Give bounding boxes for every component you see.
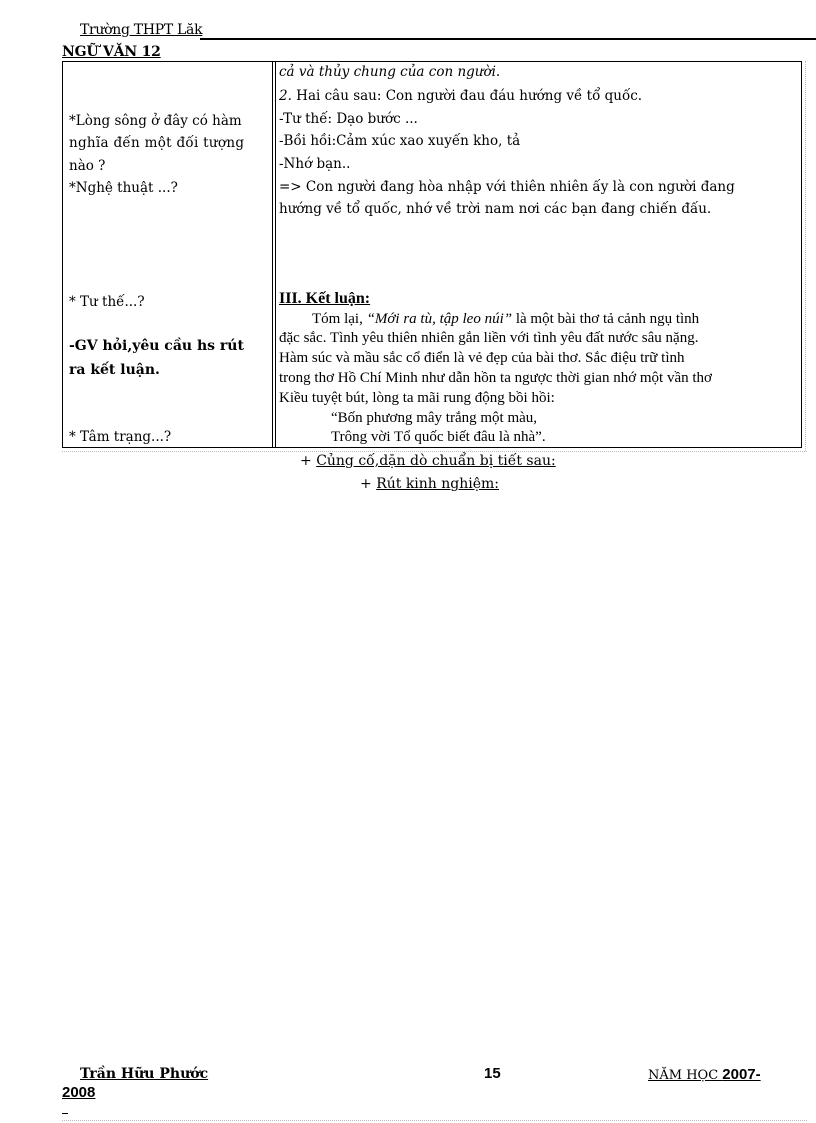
question-river-line3: nào ? (69, 158, 106, 174)
poem-title: “Mới ra tù, tập leo núi” (366, 311, 513, 327)
question-posture: * Tư thế...? (69, 294, 145, 310)
experience-bullet: + (360, 476, 377, 492)
poem-quote-line2: Trông vời Tổ quốc biết đâu là nhà”. (331, 429, 546, 445)
review-bullet: + (300, 453, 317, 469)
poem-quote-line1: “Bốn phương mây trắng một màu, (331, 410, 538, 426)
question-art: *Nghệ thuật ...? (69, 180, 178, 196)
conclusion-para-line1 (312, 310, 699, 329)
school-name: Trường THPT Lăk (80, 22, 203, 38)
conclusion-suffix: là một bài thơ tả cảnh ngụ tình (512, 311, 700, 327)
column-divider (272, 61, 273, 448)
subject-title: NGỮ VĂN 12 (62, 44, 161, 60)
year-label: NĂM HỌC (648, 1068, 723, 1083)
column-divider-inner (275, 61, 276, 448)
footer-dotted-rule (62, 1120, 807, 1121)
review-text: Củng cố,dặn dò chuẩn bị tiết sau: (316, 453, 556, 469)
review-item (300, 453, 556, 469)
answer-posture: -Tư thế: Dạo bước ... (279, 111, 418, 127)
answer-friends: -Nhớ bạn.. (279, 156, 351, 172)
conclusion-para-line3: Hàm súc và mầu sắc cổ điển là vẻ đẹp của bài thơ. Sắc điệu trữ tình (279, 350, 685, 366)
question-river-line2: nghĩa đến một đối tượng (69, 135, 245, 151)
author-name: Trần Hữu Phước (80, 1066, 209, 1082)
teacher-instruction-line2: ra kết luận. (69, 362, 160, 378)
experience-text: Rút kinh nghiệm: (376, 476, 500, 492)
experience-item (360, 476, 499, 492)
footer-tick (62, 1113, 68, 1114)
answer-line2-text: Hai câu sau: Con người đau đáu hướng về tổ quốc. (291, 88, 643, 104)
answer-number: 2. (279, 88, 292, 104)
year-start: 2007- (722, 1066, 761, 1083)
conclusion-para-line2: đặc sắc. Tình yêu thiên nhiên gắn liền với tình yêu đất nước sâu nặng. (279, 330, 699, 346)
answer-emotion: -Bồi hồi:Cảm xúc xao xuyến kho, tả (279, 133, 521, 149)
answer-line1: cả và thủy chung của con người. (279, 64, 501, 80)
answer-summary-line2: hướng về tổ quốc, nhớ về trời nam nơi các bạn đang chiến đấu. (279, 201, 712, 217)
year-end: 2008 (62, 1084, 96, 1101)
conclusion-para-line5: Kiều tuyệt bút, lòng ta mãi rung động bồi hồi: (279, 390, 555, 406)
page-number: 15 (484, 1065, 501, 1082)
teacher-instruction-line1: -GV hỏi,yêu cầu hs rút (69, 338, 244, 354)
question-river-line1: *Lòng sông ở đây có hàm (69, 113, 242, 129)
header-rule (200, 38, 816, 40)
conclusion-prefix: Tóm lại, (312, 311, 367, 327)
answer-summary-line1: => Con người đang hòa nhập với thiên nhiên ấy là con người đang (279, 179, 735, 195)
answer-line2 (279, 85, 642, 108)
question-mood: * Tâm trạng...? (69, 429, 172, 445)
table-shadow-bottom (62, 451, 807, 452)
school-year (648, 1066, 761, 1083)
conclusion-para-line4: trong thơ Hồ Chí Minh như dẫn hồn ta ngược thời gian nhớ một vần thơ (279, 370, 712, 386)
conclusion-heading: III. Kết luận: (279, 290, 371, 307)
table-shadow-right (805, 61, 806, 451)
